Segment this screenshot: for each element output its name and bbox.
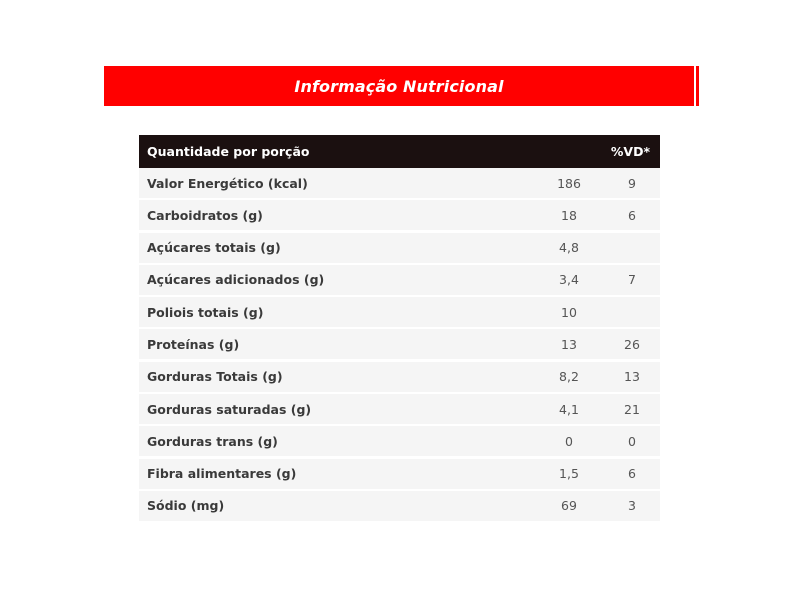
nutrition-table (139, 135, 660, 521)
nutrient-label: Proteínas (g) (147, 336, 240, 352)
nutrient-label: Valor Energético (kcal) (147, 175, 308, 191)
nutrient-daily-value: 13 (624, 369, 640, 385)
nutrient-label: Gorduras saturadas (g) (147, 401, 312, 417)
table-row (139, 168, 660, 198)
table-row (139, 265, 660, 295)
table-row (139, 491, 660, 521)
table-row (139, 394, 660, 424)
nutrient-amount: 8,2 (559, 369, 579, 385)
nutrient-label: Gorduras trans (g) (147, 433, 278, 449)
nutrient-daily-value: 0 (628, 433, 636, 449)
page-title: Informação Nutricional (294, 76, 504, 96)
nutrient-amount: 13 (561, 336, 577, 352)
nutrient-amount: 3,4 (559, 272, 579, 288)
table-header (139, 135, 660, 168)
nutrient-amount: 1,5 (559, 466, 579, 482)
nutrient-label: Carboidratos (g) (147, 207, 263, 223)
nutrient-amount: 4,8 (559, 240, 579, 256)
nutrient-daily-value: 3 (628, 498, 636, 514)
table-row (139, 362, 660, 392)
banner-edge-divider (696, 66, 699, 106)
table-row (139, 459, 660, 489)
table-row (139, 426, 660, 456)
nutrient-daily-value: 26 (624, 336, 640, 352)
nutrient-amount: 18 (561, 207, 577, 223)
nutrient-label: Açúcares adicionados (g) (147, 272, 325, 288)
nutrient-label: Fibra alimentares (g) (147, 466, 297, 482)
nutrient-amount: 4,1 (559, 401, 579, 417)
title-banner (104, 66, 694, 106)
nutrient-label: Sódio (mg) (147, 498, 225, 514)
nutrient-amount: 69 (561, 498, 577, 514)
nutrient-daily-value: 6 (628, 466, 636, 482)
table-row (139, 200, 660, 230)
table-body (139, 168, 660, 521)
nutrient-daily-value: 21 (624, 401, 640, 417)
nutrient-label: Açúcares totais (g) (147, 240, 281, 256)
header-daily-value: %VD* (610, 144, 650, 159)
nutrient-amount: 0 (565, 433, 573, 449)
table-row (139, 329, 660, 359)
nutrient-daily-value: 9 (628, 175, 636, 191)
nutrient-daily-value: 6 (628, 207, 636, 223)
header-quantity-label: Quantidade por porção (147, 144, 310, 159)
table-row (139, 233, 660, 263)
nutrient-label: Poliois totais (g) (147, 304, 264, 320)
nutrient-amount: 186 (557, 175, 581, 191)
nutrient-daily-value: 7 (628, 272, 636, 288)
nutrient-amount: 10 (561, 304, 577, 320)
table-row (139, 297, 660, 327)
nutrient-label: Gorduras Totais (g) (147, 369, 283, 385)
